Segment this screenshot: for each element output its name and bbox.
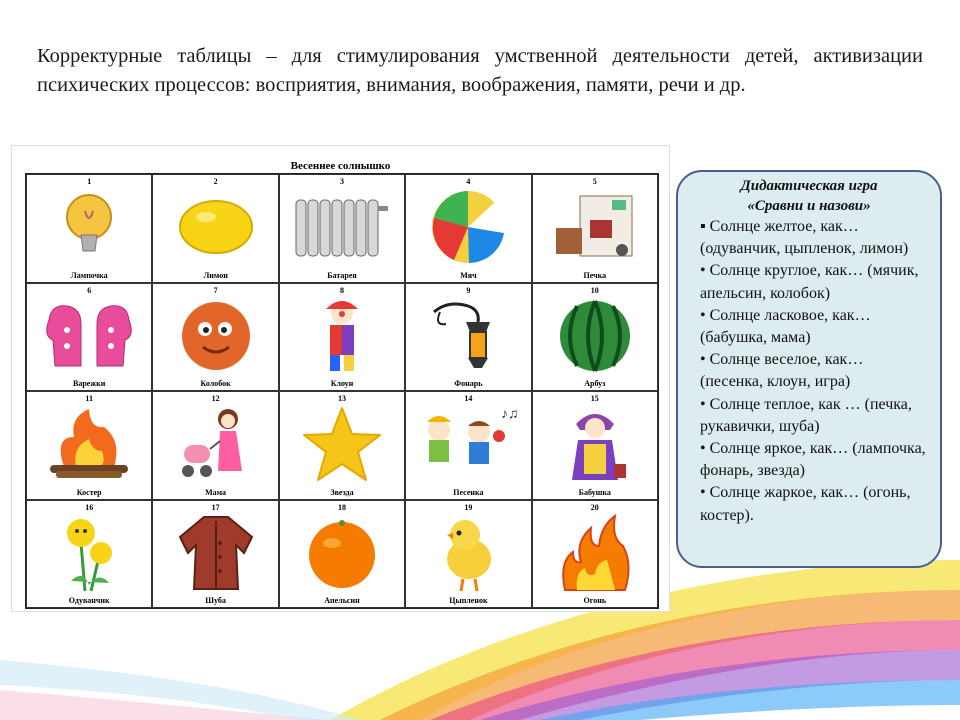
callout-title-line1: Дидактическая игра: [740, 178, 878, 194]
table-cell: [279, 391, 405, 500]
lantern-icon: [406, 296, 530, 377]
table-cell: [532, 283, 658, 392]
table-cell: [532, 500, 658, 609]
kolobok-icon: [153, 296, 277, 377]
cell-label: Арбуз: [584, 379, 606, 388]
table-cell: [279, 500, 405, 609]
fire-icon: [533, 513, 657, 594]
callout-item: • Солнце яркое, как… (лампочка, фонарь, звезда): [700, 440, 926, 480]
cell-number: 15: [590, 394, 599, 403]
intro-paragraph: Корректурные таблицы – для стимулирования умственной деятельности детей, активизации психических процессов: восприятия, внимания, воображения, памяти, речи и др.: [37, 45, 923, 96]
callout-item: • Солнце теплое, как … (печка, рукавички, шуба): [700, 395, 912, 435]
table-cell: [152, 283, 278, 392]
cell-label: Клоун: [330, 379, 354, 388]
table-cell: [26, 391, 152, 500]
ball-icon: [406, 187, 530, 268]
cell-label: Варежки: [73, 379, 106, 388]
clown-icon: [280, 296, 404, 377]
correction-table: [11, 145, 670, 612]
cell-number: 17: [211, 502, 220, 512]
callout-item: ▪ Солнце желтое, как… (одуванчик, цыпленок, лимон): [700, 218, 909, 258]
callout-item: • Солнце веселое, как… (песенка, клоун, игра): [700, 351, 864, 391]
table-cell: [532, 391, 658, 500]
svg-text:♪♫: ♪♫: [501, 407, 519, 423]
table-cell: [26, 174, 152, 283]
cell-number: 14: [464, 394, 473, 403]
dandelion-icon: [27, 513, 151, 594]
cell-number: 5: [592, 177, 597, 186]
callout-item: • Солнце ласковое, как… (бабушка, мама): [700, 306, 871, 347]
cell-number: 9: [466, 285, 471, 295]
fur-coat-icon: [153, 513, 277, 594]
table-cell: [152, 500, 278, 609]
cell-label: Бабушка: [578, 487, 611, 497]
table-cell: [279, 283, 405, 392]
cell-label: Печка: [583, 270, 607, 280]
grandmother-icon: [533, 404, 657, 485]
cell-number: 8: [339, 285, 344, 295]
stove-icon: [533, 187, 657, 268]
cell-number: 18: [337, 502, 346, 512]
cell-label: Звезда: [330, 487, 354, 497]
cell-label: Одуванчик: [68, 596, 110, 605]
callout-title-line2: «Сравни и назови»: [747, 198, 871, 214]
cell-label: Апельсин: [324, 596, 360, 605]
callout-item: • Солнце круглое, как… (мячик, апельсин, колобок): [700, 262, 919, 302]
star-icon: [280, 404, 404, 485]
cell-label: Лимон: [203, 270, 228, 280]
picture-grid: [25, 173, 659, 609]
cell-label: Мяч: [460, 270, 477, 280]
table-cell: [405, 391, 531, 500]
cell-number: 20: [590, 502, 599, 512]
cell-number: 10: [590, 285, 599, 295]
cell-label: Костер: [76, 487, 102, 497]
cell-label: Цыпленок: [449, 596, 488, 605]
cell-label: Шуба: [205, 596, 226, 605]
cell-number: 19: [464, 502, 473, 512]
table-cell: [405, 283, 531, 392]
cell-number: 4: [466, 177, 471, 186]
cell-label: Фонарь: [454, 379, 483, 388]
table-cell: [279, 174, 405, 283]
campfire-icon: [27, 404, 151, 485]
table-cell: [405, 174, 531, 283]
cell-label: Лампочка: [70, 270, 108, 280]
cell-number: 16: [85, 502, 94, 512]
cell-number: 12: [211, 394, 220, 403]
mother-icon: [153, 404, 277, 485]
table-cell: [405, 500, 531, 609]
lightbulb-icon: [27, 187, 151, 268]
didactic-game-callout: [676, 170, 942, 568]
cell-label: Мама: [205, 487, 227, 497]
cell-number: 2: [213, 177, 218, 186]
table-cell: [26, 500, 152, 609]
table-cell: [152, 391, 278, 500]
orange-icon: [280, 513, 404, 594]
cell-number: 6: [87, 285, 92, 295]
cell-label: Песенка: [453, 487, 484, 497]
cell-label: Колобок: [200, 379, 231, 388]
radiator-icon: [280, 187, 404, 268]
watermelon-icon: [533, 296, 657, 377]
cell-number: 1: [87, 177, 92, 186]
cell-number: 3: [339, 177, 344, 186]
table-cell: [26, 283, 152, 392]
cell-number: 13: [337, 394, 346, 403]
table-cell: [532, 174, 658, 283]
song-icon: [406, 404, 530, 485]
table-cell: [152, 174, 278, 283]
lemon-icon: [153, 187, 277, 268]
cell-number: 7: [213, 285, 218, 295]
cell-number: 11: [85, 394, 93, 403]
cell-label: Батарея: [327, 270, 357, 280]
callout-item: • Солнце жаркое, как… (огонь, костер).: [700, 484, 911, 524]
mittens-icon: [27, 296, 151, 377]
cell-label: Огонь: [583, 596, 607, 605]
chick-icon: [406, 513, 530, 594]
table-title: Весеннее солнышко: [290, 160, 391, 172]
